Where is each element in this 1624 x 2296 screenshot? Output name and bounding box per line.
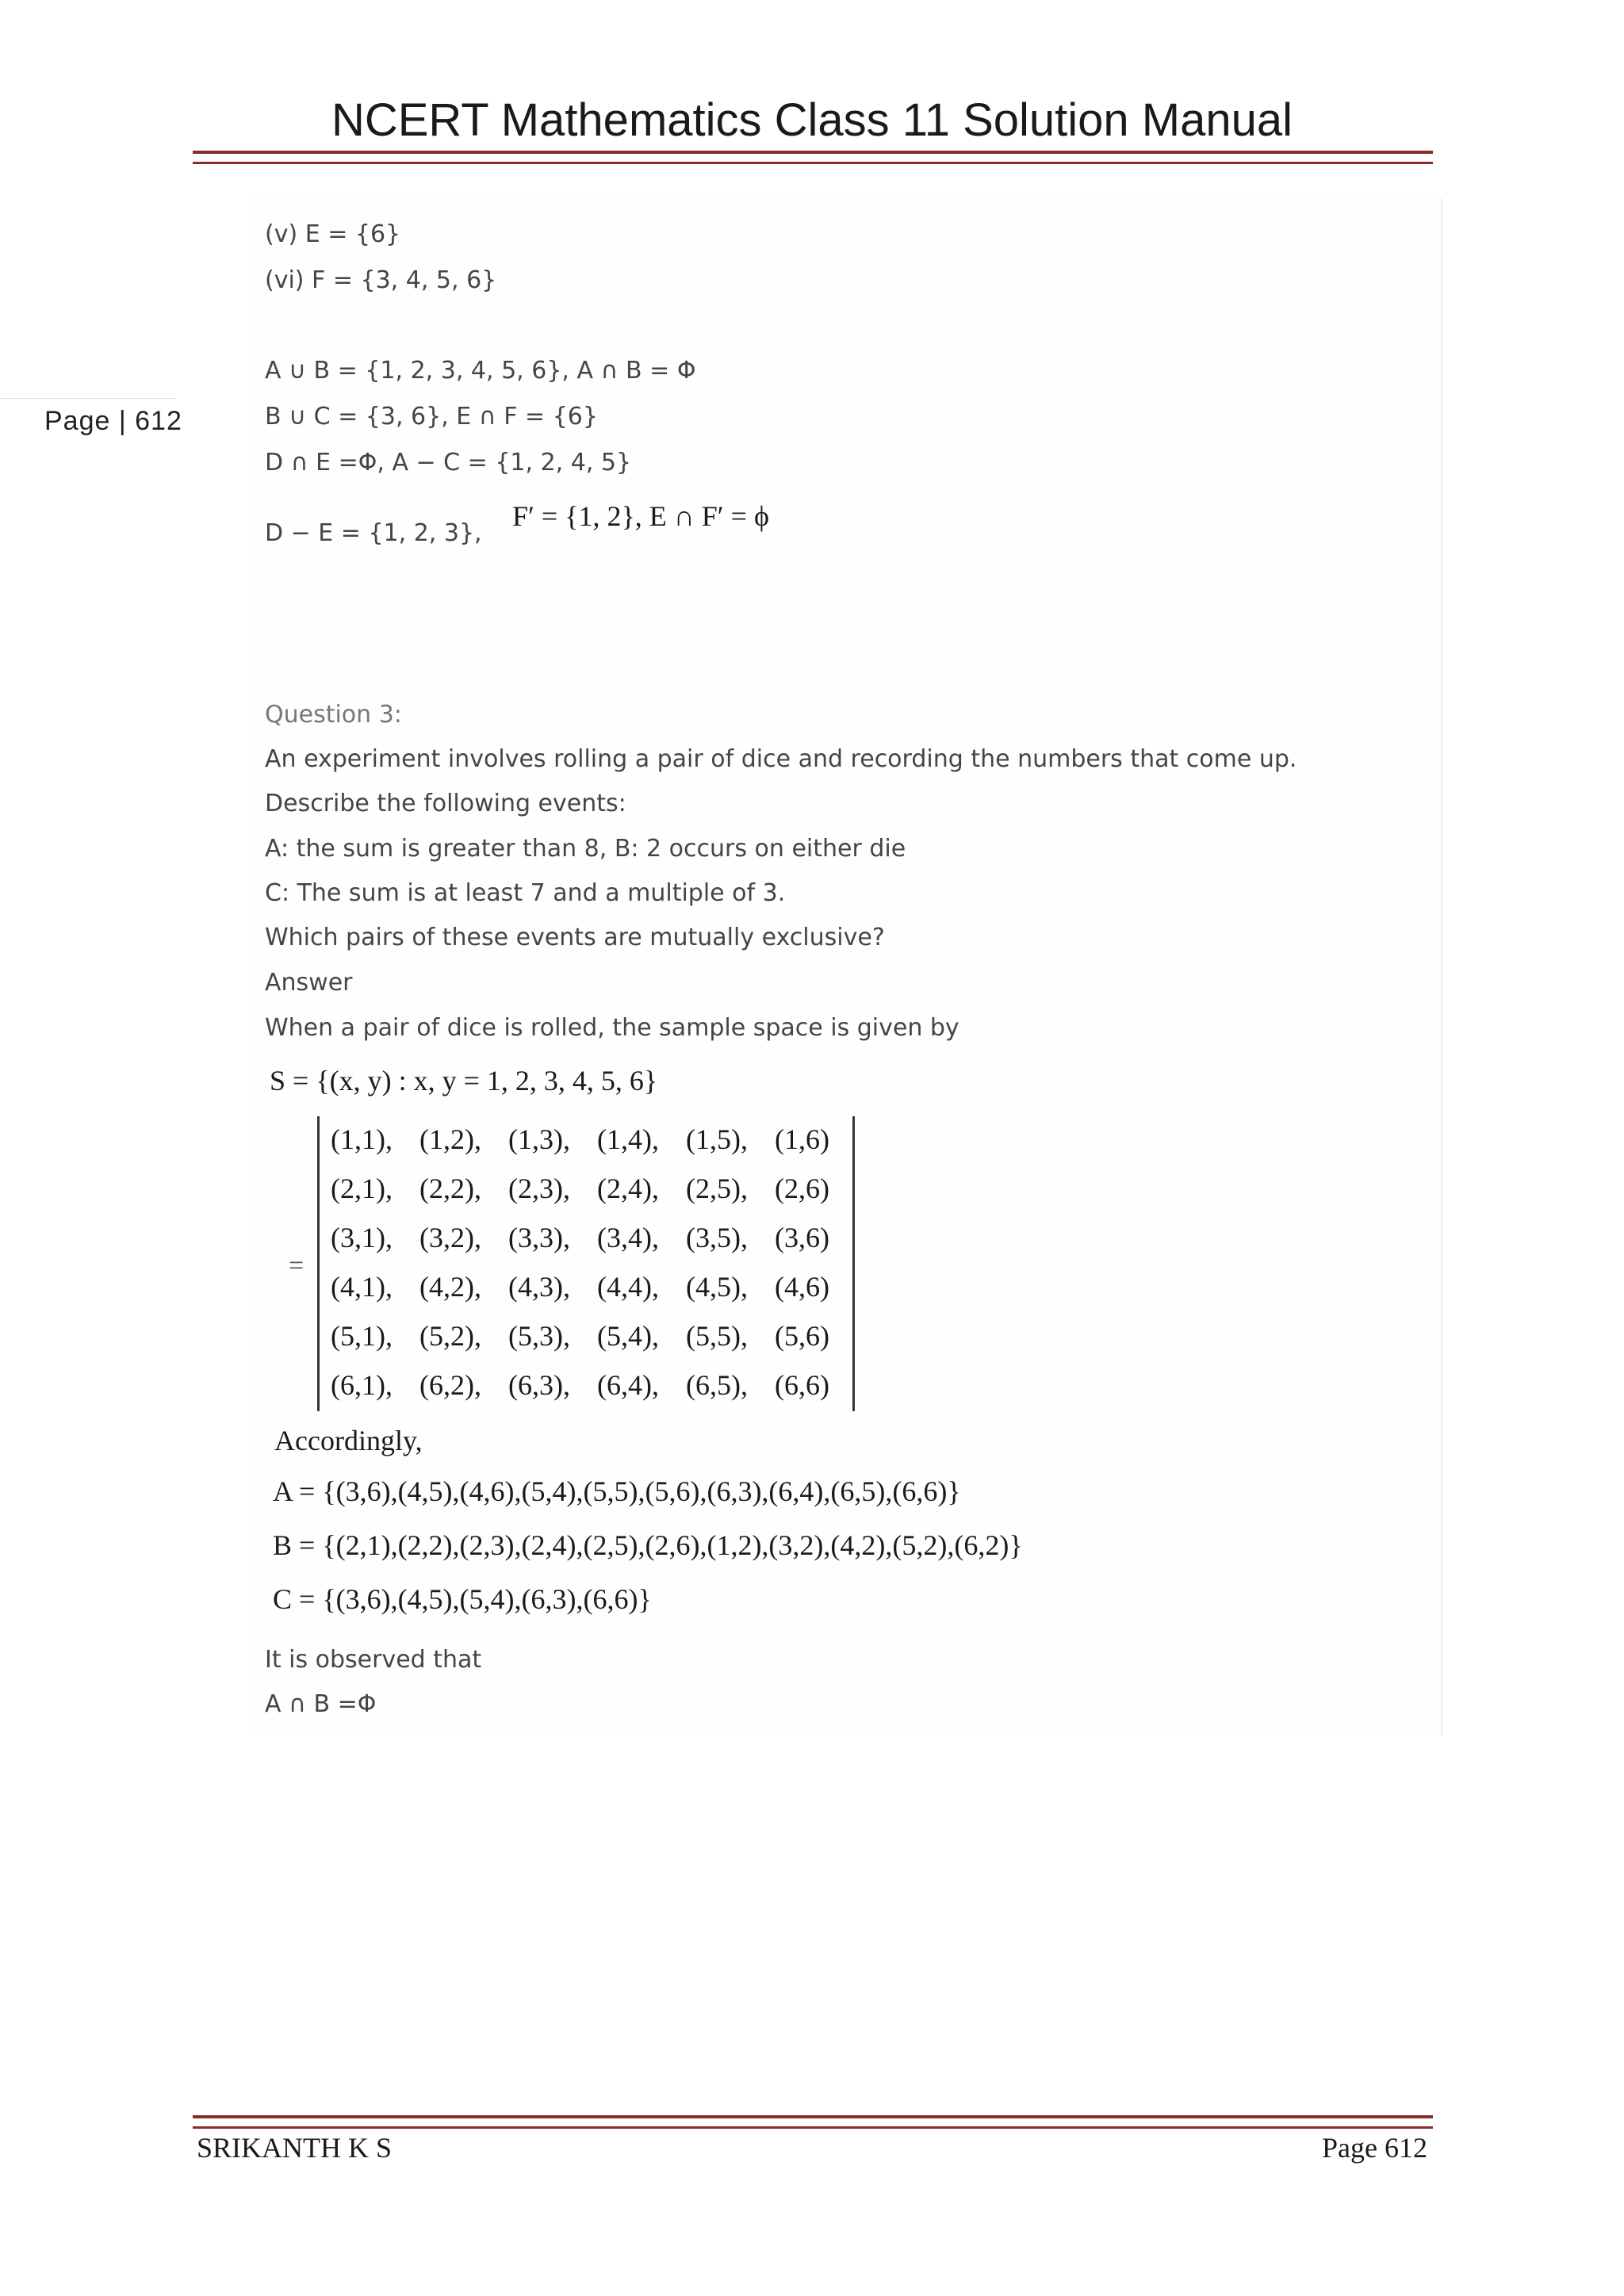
question-text-2: Describe the following events: (265, 790, 626, 817)
question-text-3: A: the sum is greater than 8, B: 2 occurs on either die (265, 835, 906, 863)
matrix-cell: (6,2), (419, 1369, 481, 1401)
union-line-2: B ∪ C = {3, 6}, E ∩ F = {6} (265, 403, 598, 430)
matrix-cell: (2,5), (686, 1173, 748, 1204)
matrix-cell: (5,2), (419, 1320, 481, 1352)
matrix-cell: (1,2), (419, 1123, 481, 1155)
matrix-cell: (3,3), (508, 1222, 570, 1253)
matrix-cell: (3,2), (419, 1222, 481, 1253)
matrix-cell: (1,1), (331, 1123, 393, 1155)
matrix-cell: (3,1), (331, 1222, 393, 1253)
matrix-row (331, 1123, 864, 1172)
matrix-cell: (5,6) (775, 1320, 829, 1352)
answer-line-v: (v) E = {6} (265, 220, 401, 248)
matrix-cell: (4,5), (686, 1271, 748, 1303)
union-line-4a: D − E = {1, 2, 3}, (265, 519, 482, 547)
matrix-cell: (3,6) (775, 1222, 829, 1253)
matrix-row (331, 1172, 864, 1221)
complement-expression: F′ = {1, 2}, E ∩ F′ = ϕ (512, 500, 769, 532)
matrix-cell: (3,4), (597, 1222, 659, 1253)
matrix-cell: (4,2), (419, 1271, 481, 1303)
matrix-cell: (6,1), (331, 1369, 393, 1401)
matrix-cell: (4,1), (331, 1271, 393, 1303)
matrix-row (331, 1270, 864, 1319)
union-line-1: A ∪ B = {1, 2, 3, 4, 5, 6}, A ∩ B = Φ (265, 357, 696, 385)
footer-page-number: Page 612 (1322, 2132, 1427, 2164)
answer-label: Answer (265, 969, 353, 997)
matrix-cell: (6,4), (597, 1369, 659, 1401)
page-header-title: NCERT Mathematics Class 11 Solution Manual (331, 94, 1293, 146)
matrix-cell: (4,6) (775, 1271, 829, 1303)
matrix-cell: (3,5), (686, 1222, 748, 1253)
matrix-row (331, 1319, 864, 1368)
matrix-row (331, 1221, 864, 1270)
matrix-cell: (1,4), (597, 1123, 659, 1155)
a-intersect-b: A ∩ B =Φ (265, 1690, 377, 1718)
matrix-cell: (1,6) (775, 1123, 829, 1155)
matrix-cell: (2,3), (508, 1173, 570, 1204)
matrix-cell: (5,4), (597, 1320, 659, 1352)
question-text-5: Which pairs of these events are mutually exclusive? (265, 924, 885, 951)
matrix-row (331, 1368, 864, 1418)
matrix-equals: = (289, 1251, 304, 1280)
set-c: C = {(3,6),(4,5),(5,4),(6,3),(6,6)} (273, 1583, 652, 1615)
matrix-cell: (2,1), (331, 1173, 393, 1204)
matrix-cell: (6,3), (508, 1369, 570, 1401)
set-b: B = {(2,1),(2,2),(2,3),(2,4),(2,5),(2,6),(1,2),(3,2),(4,2),(5,2),(6,2)} (273, 1529, 1023, 1561)
question-heading: Question 3: (265, 701, 402, 729)
matrix-cell: (5,3), (508, 1320, 570, 1352)
matrix-cell: (2,6) (775, 1173, 829, 1204)
matrix-cell: (6,6) (775, 1369, 829, 1401)
matrix-cell: (2,2), (419, 1173, 481, 1204)
answer-intro: When a pair of dice is rolled, the sample space is given by (265, 1014, 959, 1042)
footer-author: SRIKANTH K S (197, 2132, 393, 2164)
question-text-4: C: The sum is at least 7 and a multiple of 3. (265, 879, 786, 907)
matrix-cell: (1,3), (508, 1123, 570, 1155)
set-a: A = {(3,6),(4,5),(4,6),(5,4),(5,5),(5,6),(6,3),(6,4),(6,5),(6,6)} (273, 1475, 961, 1507)
matrix-cell: (5,1), (331, 1320, 393, 1352)
matrix-cell: (1,5), (686, 1123, 748, 1155)
union-line-3: D ∩ E =Φ, A − C = {1, 2, 4, 5} (265, 449, 632, 476)
side-divider (0, 398, 176, 399)
matrix-cell: (4,3), (508, 1271, 570, 1303)
footer-rule (193, 2115, 1433, 2129)
matrix-cell: (2,4), (597, 1173, 659, 1204)
question-text-1: An experiment involves rolling a pair of dice and recording the numbers that come up. (265, 745, 1297, 773)
matrix-cell: (4,4), (597, 1271, 659, 1303)
header-rule (193, 151, 1433, 164)
accordingly-label: Accordingly, (274, 1425, 423, 1456)
side-page-label: Page | 612 (44, 406, 182, 436)
matrix-cell: (6,5), (686, 1369, 748, 1401)
answer-line-vi: (vi) F = {3, 4, 5, 6} (265, 266, 497, 294)
observed-line: It is observed that (265, 1646, 482, 1674)
matrix-cell: (5,5), (686, 1320, 748, 1352)
sample-space-matrix (317, 1116, 855, 1411)
sample-space-definition: S = {(x, y) : x, y = 1, 2, 3, 4, 5, 6} (270, 1065, 658, 1096)
